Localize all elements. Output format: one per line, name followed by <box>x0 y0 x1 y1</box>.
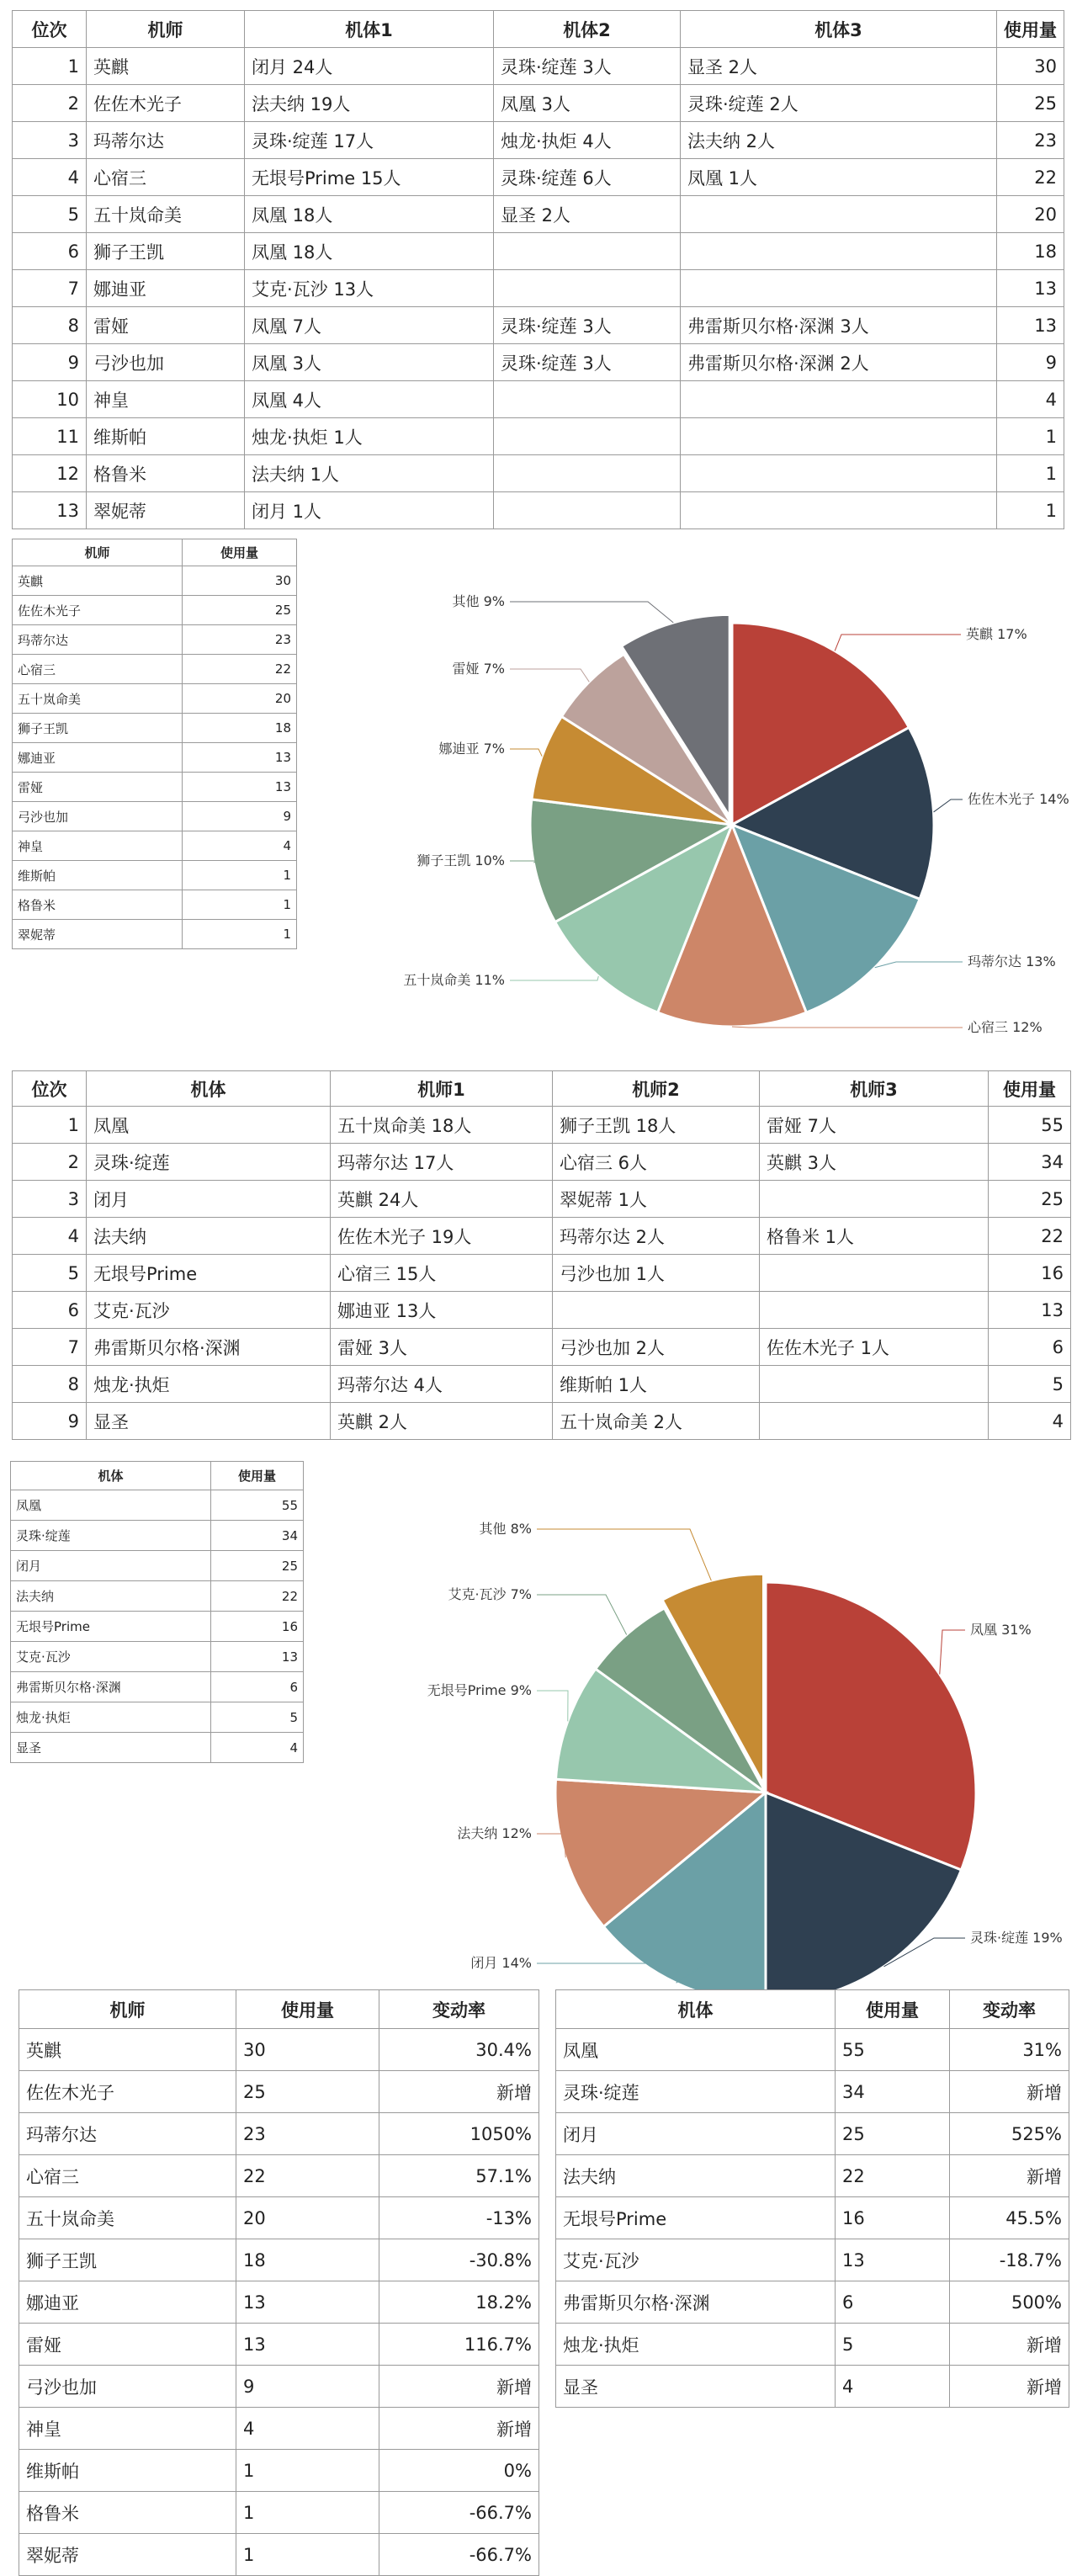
table-cell: 烛龙·执炬 <box>556 2324 836 2366</box>
table-cell: 116.7% <box>379 2324 539 2366</box>
table-cell: 灵珠·绽莲 17人 <box>245 122 494 159</box>
column-header: 机师2 <box>553 1071 760 1107</box>
table-cell: 弗雷斯贝尔格·深渊 <box>87 1329 331 1366</box>
table-cell: 1 <box>183 890 297 920</box>
slice-label: 佐佐木光子 14% <box>968 791 1069 807</box>
table-cell: 1 <box>13 1107 87 1144</box>
table-cell: -18.7% <box>950 2239 1069 2281</box>
table-cell: 狮子王凯 18人 <box>553 1107 760 1144</box>
table-row <box>19 2324 539 2366</box>
table-cell: 4 <box>183 831 297 861</box>
table-cell: 神皇 <box>19 2408 236 2450</box>
table-cell: 凤凰 <box>11 1490 211 1521</box>
column-header: 机师 <box>19 1990 236 2029</box>
table-cell: 法夫纳 <box>11 1581 211 1612</box>
table-cell: 雷娅 <box>19 2324 236 2366</box>
table-cell: 心宿三 <box>13 655 183 684</box>
table-cell: 玛蒂尔达 <box>13 625 183 655</box>
slice-label: 狮子王凯 10% <box>416 852 505 868</box>
table-cell: 弗雷斯贝尔格·深渊 <box>556 2281 836 2324</box>
table-cell: 灵珠·绽莲 3人 <box>494 48 681 85</box>
table-cell: 6 <box>211 1672 304 1702</box>
table-cell: 玛蒂尔达 17人 <box>331 1144 553 1181</box>
column-header: 使用量 <box>183 539 297 566</box>
table-row <box>19 2281 539 2324</box>
column-header: 变动率 <box>379 1990 539 2029</box>
table-cell: 18 <box>183 714 297 743</box>
table-cell: 显圣 <box>87 1403 331 1440</box>
table-cell: 1 <box>236 2534 379 2576</box>
table-cell: 25 <box>997 85 1064 122</box>
slice-label: 娜迪亚 7% <box>438 741 505 757</box>
table-cell: 13 <box>836 2239 950 2281</box>
leader-line <box>537 1595 627 1634</box>
table-cell: 20 <box>236 2197 379 2239</box>
table-cell: 弓沙也加 <box>13 802 183 831</box>
table-header-row <box>19 1990 539 2029</box>
table-row <box>556 2197 1069 2239</box>
table-cell: 55 <box>836 2029 950 2071</box>
table-cell: 8 <box>13 307 87 344</box>
table-cell: 4 <box>211 1733 304 1763</box>
table-cell: 佐佐木光子 19人 <box>331 1218 553 1255</box>
table-cell: 23 <box>997 122 1064 159</box>
table-cell: 五十岚命美 2人 <box>553 1403 760 1440</box>
table-cell: 1050% <box>379 2113 539 2155</box>
table-cell: 维斯帕 1人 <box>553 1366 760 1403</box>
table-cell: 1 <box>997 492 1064 529</box>
table-cell: 佐佐木光子 <box>13 596 183 625</box>
table-cell: 格鲁米 <box>87 455 245 492</box>
table-cell: 34 <box>836 2071 950 2113</box>
table-cell: 7 <box>13 270 87 307</box>
table-cell: 23 <box>183 625 297 655</box>
table-cell: 30 <box>236 2029 379 2071</box>
table-cell: 英麒 <box>87 48 245 85</box>
table-cell: 25 <box>183 596 297 625</box>
table-cell: 弓沙也加 <box>87 344 245 381</box>
table-cell: 13 <box>183 743 297 773</box>
table-row <box>556 2324 1069 2366</box>
table-cell: 法夫纳 <box>87 1218 331 1255</box>
column-header: 机体3 <box>681 11 997 48</box>
table-cell: 新增 <box>950 2071 1069 2113</box>
slice-label: 其他 9% <box>452 593 505 609</box>
table-cell: 1 <box>183 861 297 890</box>
column-header: 机体 <box>87 1071 331 1107</box>
table-cell: 弓沙也加 2人 <box>553 1329 760 1366</box>
table-cell: 1 <box>183 920 297 949</box>
column-header: 机体2 <box>494 11 681 48</box>
table-cell: 22 <box>836 2155 950 2197</box>
table-cell: 25 <box>836 2113 950 2155</box>
table-cell: 22 <box>989 1218 1071 1255</box>
table-cell: 艾克·瓦沙 13人 <box>245 270 494 307</box>
table-cell: 雷娅 <box>13 773 183 802</box>
table-cell: 法夫纳 <box>556 2155 836 2197</box>
table-cell: 凤凰 1人 <box>681 159 997 196</box>
table-cell: 英麒 3人 <box>760 1144 989 1181</box>
table-cell: 新增 <box>379 2366 539 2408</box>
column-header: 使用量 <box>211 1462 304 1490</box>
table-cell: 显圣 <box>556 2366 836 2408</box>
column-header: 位次 <box>13 1071 87 1107</box>
table-cell: 凤凰 <box>556 2029 836 2071</box>
table-cell: 13 <box>236 2281 379 2324</box>
table-cell: 0% <box>379 2450 539 2492</box>
table-cell: 维斯帕 <box>19 2450 236 2492</box>
table-cell: 闭月 <box>87 1181 331 1218</box>
table-cell: -13% <box>379 2197 539 2239</box>
table-cell: 凤凰 <box>87 1107 331 1144</box>
table-cell: 13 <box>997 270 1064 307</box>
table-cell: 烛龙·执炬 4人 <box>494 122 681 159</box>
table-row <box>19 2450 539 2492</box>
slice-label: 灵珠·绽莲 19% <box>970 1930 1063 1946</box>
table-cell: 凤凰 4人 <box>245 381 494 418</box>
table-cell: 格鲁米 1人 <box>760 1218 989 1255</box>
table-cell: 13 <box>236 2324 379 2366</box>
table-cell: 娜迪亚 <box>87 270 245 307</box>
table-cell: 30 <box>997 48 1064 85</box>
slice-label: 英麒 17% <box>966 626 1027 642</box>
table-cell: 显圣 2人 <box>681 48 997 85</box>
column-header: 使用量 <box>836 1990 950 2029</box>
column-header: 机体 <box>556 1990 836 2029</box>
table-cell: 30.4% <box>379 2029 539 2071</box>
table-cell: 灵珠·绽莲 2人 <box>681 85 997 122</box>
table-cell: 凤凰 18人 <box>245 233 494 270</box>
column-header: 使用量 <box>997 11 1064 48</box>
table-cell: 20 <box>183 684 297 714</box>
table-cell: 五十岚命美 <box>87 196 245 233</box>
table-cell: 11 <box>13 418 87 455</box>
table-cell: 凤凰 3人 <box>494 85 681 122</box>
table-cell: 闭月 <box>11 1551 211 1581</box>
table-cell: 22 <box>183 655 297 684</box>
table-cell: 心宿三 6人 <box>553 1144 760 1181</box>
table-cell: 娜迪亚 <box>19 2281 236 2324</box>
table-cell: 4 <box>13 1218 87 1255</box>
table-cell: 英麒 2人 <box>331 1403 553 1440</box>
table-cell: 玛蒂尔达 <box>19 2113 236 2155</box>
table-cell: 45.5% <box>950 2197 1069 2239</box>
table-cell: 佐佐木光子 <box>19 2071 236 2113</box>
table-row <box>19 2155 539 2197</box>
table-cell: 25 <box>989 1181 1071 1218</box>
table-cell: 五十岚命美 <box>19 2197 236 2239</box>
column-header: 变动率 <box>950 1990 1069 2029</box>
table-cell: 525% <box>950 2113 1069 2155</box>
table-cell: 1 <box>997 455 1064 492</box>
table-row <box>556 2281 1069 2324</box>
table-row <box>19 2534 539 2576</box>
table-cell: 9 <box>183 802 297 831</box>
table-cell: 弗雷斯贝尔格·深渊 <box>11 1672 211 1702</box>
table-cell: 1 <box>236 2492 379 2534</box>
table-cell: 6 <box>836 2281 950 2324</box>
table-cell: 英麒 <box>19 2029 236 2071</box>
table-cell: 34 <box>989 1144 1071 1181</box>
table-cell: 弓沙也加 <box>19 2366 236 2408</box>
leader-line <box>537 1529 711 1580</box>
table-cell: 狮子王凯 <box>19 2239 236 2281</box>
table-cell: -30.8% <box>379 2239 539 2281</box>
table-cell: 维斯帕 <box>13 861 183 890</box>
table-cell: 31% <box>950 2029 1069 2071</box>
table-cell: 灵珠·绽莲 <box>11 1521 211 1551</box>
table-cell: 1 <box>13 48 87 85</box>
table-row <box>19 2408 539 2450</box>
table-cell: 玛蒂尔达 4人 <box>331 1366 553 1403</box>
table-cell: 18 <box>997 233 1064 270</box>
table-cell: 新增 <box>379 2408 539 2450</box>
table-row <box>19 2071 539 2113</box>
table-cell: 无垠号Prime <box>11 1612 211 1642</box>
table-cell: 心宿三 <box>19 2155 236 2197</box>
table-cell: 英麒 <box>13 566 183 596</box>
table-row <box>556 2239 1069 2281</box>
table-cell: 6 <box>13 1292 87 1329</box>
slice-label: 艾克·瓦沙 7% <box>448 1586 532 1602</box>
table-cell: 23 <box>236 2113 379 2155</box>
table-cell: 16 <box>211 1612 304 1642</box>
table-cell: 13 <box>997 307 1064 344</box>
table-cell: 翠妮蒂 <box>13 920 183 949</box>
table-cell: 凤凰 7人 <box>245 307 494 344</box>
slice-label: 凤凰 31% <box>970 1622 1032 1638</box>
table-cell: 艾克·瓦沙 <box>556 2239 836 2281</box>
table-cell: 法夫纳 1人 <box>245 455 494 492</box>
table-cell: 1 <box>997 418 1064 455</box>
table-cell: 翠妮蒂 <box>19 2534 236 2576</box>
table-cell: 9 <box>13 344 87 381</box>
table-row <box>556 2113 1069 2155</box>
table-cell: 16 <box>989 1255 1071 1292</box>
table-cell: 8 <box>13 1366 87 1403</box>
table-cell: 无垠号Prime <box>556 2197 836 2239</box>
table-cell: 艾克·瓦沙 <box>87 1292 331 1329</box>
table-cell: 翠妮蒂 <box>87 492 245 529</box>
table-cell: 烛龙·执炬 1人 <box>245 418 494 455</box>
table-cell: 12 <box>13 455 87 492</box>
table-cell: 16 <box>836 2197 950 2239</box>
table-cell: 灵珠·绽莲 3人 <box>494 344 681 381</box>
table-cell: 4 <box>236 2408 379 2450</box>
table-cell: 狮子王凯 <box>13 714 183 743</box>
table-cell: 雷娅 7人 <box>760 1107 989 1144</box>
table-cell: 无垠号Prime <box>87 1255 331 1292</box>
table-cell: 500% <box>950 2281 1069 2324</box>
column-header: 机师 <box>13 539 183 566</box>
table-cell: 34 <box>211 1521 304 1551</box>
table-row <box>19 2113 539 2155</box>
mech-change-table <box>555 1989 1069 2408</box>
table-cell: 佐佐木光子 1人 <box>760 1329 989 1366</box>
table-row <box>556 2071 1069 2113</box>
table-cell: 闭月 1人 <box>245 492 494 529</box>
table-cell: 五十岚命美 18人 <box>331 1107 553 1144</box>
table-cell: 烛龙·执炬 <box>87 1366 331 1403</box>
table-cell: 6 <box>13 233 87 270</box>
table-cell: 5 <box>836 2324 950 2366</box>
table-cell: 5 <box>211 1702 304 1733</box>
table-cell: 9 <box>236 2366 379 2408</box>
table-cell: 5 <box>989 1366 1071 1403</box>
table-row <box>19 2029 539 2071</box>
table-cell: 神皇 <box>13 831 183 861</box>
table-cell: 1 <box>236 2450 379 2492</box>
table-cell: -66.7% <box>379 2534 539 2576</box>
table-cell: 13 <box>13 492 87 529</box>
table-cell: 狮子王凯 <box>87 233 245 270</box>
table-cell: 灵珠·绽莲 <box>87 1144 331 1181</box>
table-cell: 22 <box>236 2155 379 2197</box>
table-cell: 9 <box>13 1403 87 1440</box>
table-cell: 弗雷斯贝尔格·深渊 3人 <box>681 307 997 344</box>
table-cell: 55 <box>989 1107 1071 1144</box>
table-cell: 3 <box>13 122 87 159</box>
table-cell: 18.2% <box>379 2281 539 2324</box>
table-cell: 娜迪亚 <box>13 743 183 773</box>
table-cell: -66.7% <box>379 2492 539 2534</box>
table-cell: 57.1% <box>379 2155 539 2197</box>
slice-label: 无垠号Prime 9% <box>427 1682 532 1698</box>
table-cell: 55 <box>211 1490 304 1521</box>
table-cell: 18 <box>236 2239 379 2281</box>
slice-label: 其他 8% <box>479 1521 532 1537</box>
table-cell: 13 <box>183 773 297 802</box>
table-cell: 五十岚命美 <box>13 684 183 714</box>
table-cell: 格鲁米 <box>19 2492 236 2534</box>
table-cell: 新增 <box>950 2366 1069 2408</box>
table-cell: 神皇 <box>87 381 245 418</box>
table-cell: 法夫纳 2人 <box>681 122 997 159</box>
table-cell: 4 <box>13 159 87 196</box>
table-row <box>19 2366 539 2408</box>
table-cell: 30 <box>183 566 297 596</box>
table-cell: 20 <box>997 196 1064 233</box>
table-row <box>556 2155 1069 2197</box>
table-cell: 心宿三 <box>87 159 245 196</box>
table-cell: 5 <box>13 1255 87 1292</box>
table-cell: 闭月 24人 <box>245 48 494 85</box>
table-cell: 灵珠·绽莲 3人 <box>494 307 681 344</box>
table-cell: 22 <box>211 1581 304 1612</box>
slice-label: 雷娅 7% <box>452 661 505 677</box>
table-cell: 玛蒂尔达 <box>87 122 245 159</box>
slice-label: 闭月 14% <box>470 1955 532 1971</box>
leader-line <box>537 1691 568 1721</box>
column-header: 使用量 <box>989 1071 1071 1107</box>
table-cell: 新增 <box>950 2324 1069 2366</box>
table-cell: 9 <box>997 344 1064 381</box>
table-cell: 英麒 24人 <box>331 1181 553 1218</box>
column-header: 使用量 <box>236 1990 379 2029</box>
table-cell: 弓沙也加 1人 <box>553 1255 760 1292</box>
column-header: 机师 <box>87 11 245 48</box>
table-cell: 4 <box>989 1403 1071 1440</box>
table-cell: 心宿三 15人 <box>331 1255 553 1292</box>
table-cell: 佐佐木光子 <box>87 85 245 122</box>
table-cell: 无垠号Prime 15人 <box>245 159 494 196</box>
slice-label: 五十岚命美 11% <box>403 972 505 988</box>
table-row <box>19 2239 539 2281</box>
table-cell: 法夫纳 19人 <box>245 85 494 122</box>
table-cell: 新增 <box>950 2155 1069 2197</box>
table-cell: 5 <box>13 196 87 233</box>
table-cell: 凤凰 18人 <box>245 196 494 233</box>
table-cell: 2 <box>13 85 87 122</box>
table-cell: 显圣 <box>11 1733 211 1763</box>
table-cell: 玛蒂尔达 2人 <box>553 1218 760 1255</box>
table-cell: 雷娅 <box>87 307 245 344</box>
table-cell: 10 <box>13 381 87 418</box>
table-cell: 烛龙·执炬 <box>11 1702 211 1733</box>
table-cell: 弗雷斯贝尔格·深渊 2人 <box>681 344 997 381</box>
table-cell: 灵珠·绽莲 6人 <box>494 159 681 196</box>
table-header-row <box>556 1990 1069 2029</box>
table-cell: 13 <box>211 1642 304 1672</box>
slice-label: 法夫纳 12% <box>457 1825 532 1841</box>
leader-line <box>940 1630 965 1674</box>
table-cell: 6 <box>989 1329 1071 1366</box>
table-cell: 凤凰 3人 <box>245 344 494 381</box>
table-cell: 13 <box>989 1292 1071 1329</box>
table-cell: 4 <box>997 381 1064 418</box>
table-cell: 翠妮蒂 1人 <box>553 1181 760 1218</box>
table-cell: 闭月 <box>556 2113 836 2155</box>
table-cell: 22 <box>997 159 1064 196</box>
table-cell: 新增 <box>379 2071 539 2113</box>
table-row <box>556 2029 1069 2071</box>
table-cell: 艾克·瓦沙 <box>11 1642 211 1672</box>
column-header: 位次 <box>13 11 87 48</box>
table-cell: 维斯帕 <box>87 418 245 455</box>
table-cell: 25 <box>236 2071 379 2113</box>
pilot-change-table <box>19 1989 539 2576</box>
table-cell: 2 <box>13 1144 87 1181</box>
table-row <box>556 2366 1069 2408</box>
table-cell: 灵珠·绽莲 <box>556 2071 836 2113</box>
table-row <box>19 2492 539 2534</box>
table-cell: 7 <box>13 1329 87 1366</box>
table-cell: 25 <box>211 1551 304 1581</box>
slice-label: 心宿三 12% <box>968 1019 1043 1035</box>
table-cell: 显圣 2人 <box>494 196 681 233</box>
table-cell: 娜迪亚 13人 <box>331 1292 553 1329</box>
table-cell: 4 <box>836 2366 950 2408</box>
slice-label: 玛蒂尔达 13% <box>968 953 1056 969</box>
table-cell: 格鲁米 <box>13 890 183 920</box>
table-cell: 3 <box>13 1181 87 1218</box>
table-row <box>19 2197 539 2239</box>
column-header: 机体1 <box>245 11 494 48</box>
column-header: 机师3 <box>760 1071 989 1107</box>
table-cell: 雷娅 3人 <box>331 1329 553 1366</box>
column-header: 机体 <box>11 1462 211 1490</box>
column-header: 机师1 <box>331 1071 553 1107</box>
